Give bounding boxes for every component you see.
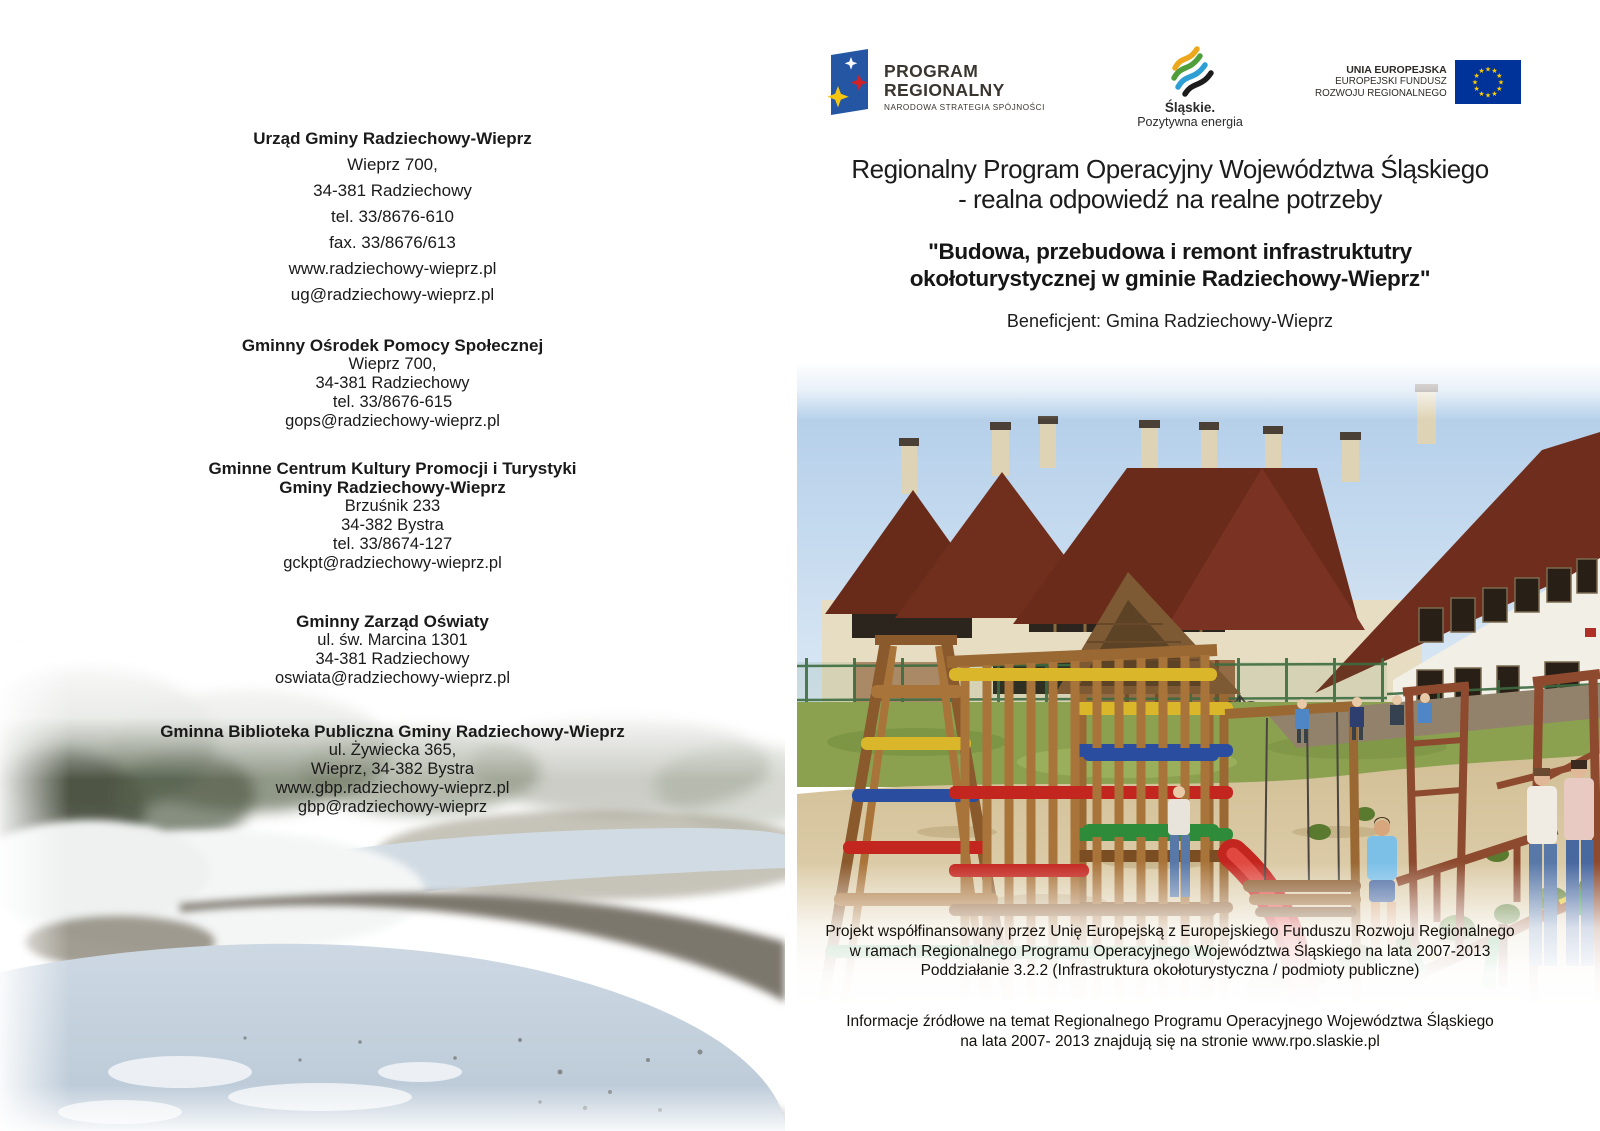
contact-title: Urząd Gminy Radziechowy-Wieprz [253,129,532,148]
contact-title: Gminny Zarząd Oświaty [296,612,489,631]
fade-bottom [0,1085,785,1131]
svg-text:★: ★ [1478,89,1485,98]
contact-line: tel. 33/8676-610 [331,207,454,226]
project-title-line1: "Budowa, przebudowa i remont infrastruktutry [928,239,1412,264]
funding-line1: Projekt współfinansowany przez Unię Europejską z Europejskiego Funduszu Rozwoju Regionalnego [825,923,1515,940]
contact-line: gops@radziechowy-wieprz.pl [285,412,500,430]
title-block [770,154,1570,332]
contact-line: Wieprz 700, [347,155,438,174]
info-line2: na lata 2007- 2013 znajdują się na stronie www.rpo.slaskie.pl [960,1032,1380,1050]
left-page [0,0,785,1131]
contact-line: tel. 33/8676-615 [332,393,453,411]
svg-text:★: ★ [1473,85,1480,93]
contact-line: www.radziechowy-wieprz.pl [288,259,497,278]
photo-fade-top [797,362,1600,420]
logo-slaskie [1125,44,1255,129]
funding-line3: Poddziałanie 3.2.2 (Infrastruktura okołoturystyczna / podmioty publiczne) [920,962,1420,979]
contact-line: Brzuśnik 233 [344,497,441,515]
contact-line: www.gbp.radziechowy-wieprz.pl [275,779,510,797]
slaskie-line1: Śląskie. [1164,100,1216,115]
contact-line: ug@radziechowy-wieprz.pl [290,285,495,304]
contact-line: 34-382 Bystra [341,516,444,534]
contact-block-oswiata [0,612,785,688]
svg-text:★: ★ [1473,72,1480,80]
contact-block-urzad [0,126,785,308]
nss-line1: PROGRAM [884,61,979,81]
contact-title-line2: Gminy Radziechowy-Wieprz [279,478,506,497]
nss-wordmark [884,48,1045,112]
river-photo [0,640,785,1131]
contact-block-gops [0,336,785,431]
funding-line2: w ramach Regionalnego Programu Operacyjnego Województwa Śląskiego na lata 2007-2013 [849,942,1491,960]
eu-wordmark [1315,60,1447,99]
eu-flag-icon [1455,60,1521,104]
contact-line: ul. św. Marcina 1301 [317,631,468,649]
svg-text:★: ★ [1484,65,1491,74]
program-title-line1: Regionalny Program Operacyjny Województwa Śląskiego [851,154,1489,184]
fade-left [0,640,70,1131]
contact-line: 34-381 Radziechowy [315,374,470,392]
contact-title: Gminny Ośrodek Pomocy Społecznej [241,336,544,355]
nss-line2: REGIONALNY [884,80,1005,100]
eu-line2: EUROPEJSKI FUNDUSZ [1335,76,1447,87]
right-page [785,0,1600,1131]
contact-title: Gminne Centrum Kultury Promocji i Turystyki [208,459,577,478]
program-title-line2: - realna odpowiedź na realne potrzeby [958,184,1382,214]
slaskie-waves-icon [1159,44,1221,98]
contact-line: 34-381 Radziechowy [313,181,472,200]
source-info-text [770,1012,1570,1051]
eu-line1: UNIA EUROPEJSKA [1346,64,1447,76]
funding-text [770,922,1570,981]
svg-text:★: ★ [1491,67,1498,76]
eu-line3: ROZWOJU REGIONALNEGO [1315,87,1447,99]
contact-title: Gminna Biblioteka Publiczna Gminy Radziechowy-Wieprz [160,722,625,741]
playground-photo-art [797,362,1600,1010]
contact-line: gckpt@radziechowy-wieprz.pl [283,554,502,572]
beneficiary-line: Beneficjent: Gmina Radziechowy-Wieprz [1006,311,1334,331]
svg-text:★: ★ [1497,78,1504,87]
contact-block-biblioteka [0,722,785,817]
svg-text:★: ★ [1491,89,1498,98]
svg-text:★: ★ [1478,67,1485,76]
nss-line3: NARODOWA STRATEGIA SPÓJNOŚCI [884,103,1045,112]
contact-line: fax. 33/8676/613 [329,233,456,252]
info-line1: Informacje źródłowe na temat Regionalnego Programu Operacyjnego Województwa Śląskiego [846,1013,1494,1030]
svg-text:★: ★ [1495,72,1503,80]
logos-row [785,0,1600,140]
svg-text:★: ★ [1471,78,1478,87]
playground-photo [797,362,1600,1010]
contact-line: tel. 33/8674-127 [332,535,453,553]
nss-flag-icon [826,48,872,116]
logo-program-regionalny [826,48,1045,116]
contact-line: 34-381 Radziechowy [315,650,470,668]
contact-line: Wieprz, 34-382 Bystra [310,760,475,778]
contact-line: gbp@radziechowy-wieprz [297,798,488,816]
contact-block-gckpt [0,459,785,573]
contact-line: ul. Żywiecka 365, [328,741,457,759]
contact-line: oswiata@radziechowy-wieprz.pl [274,669,510,687]
river-photo-art [0,640,785,1131]
svg-text:★: ★ [1495,85,1503,93]
contact-line: Wieprz 700, [348,355,437,373]
project-title-line2: okołoturystycznej w gminie Radziechowy-Wieprz" [909,266,1431,291]
slaskie-line2: Pozytywna energia [1137,115,1243,129]
logo-eu [1315,60,1521,104]
project-title [770,238,1570,292]
svg-text:★: ★ [1484,91,1491,100]
